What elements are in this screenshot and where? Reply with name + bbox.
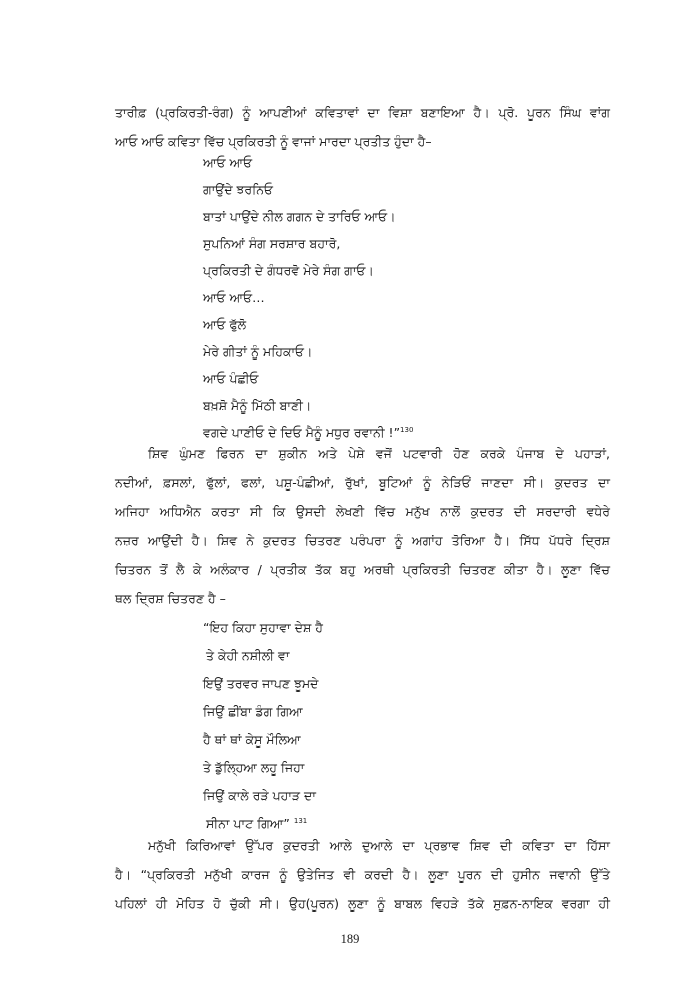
poem-line-with-footnote xyxy=(206,816,307,832)
poem-line: ਮੇਰੇ ਗੀਤਾਂ ਨੂੰ ਮਹਿਕਾਓ। xyxy=(203,344,313,359)
poem-line: ਗਾਉਂਦੇ ਝਰਨਿਓ xyxy=(203,182,273,197)
paragraph-line: ਤਾਰੀਫ਼ (ਪ੍ਰਕਿਰਤੀ-ਰੰਗ) ਨੂੰ ਆਪਣੀਆਂ ਕਵਿਤਾਵਾਂ ਦਾ ਵਿਸ਼ਾ ਬਣਾਇਆ ਹੈ। ਪ੍ਰੋ. ਪੂਰਨ ਸਿੰਘ ਵਾਂਗ xyxy=(115,105,610,120)
poem-line: ਜਿਉਂ ਕਾਲੇ ਰੜੇ ਪਹਾੜ ਦਾ xyxy=(203,788,316,803)
poem-line-text: ਵਗਦੇ ਪਾਣੀਓ ਦੇ ਦਿਓ ਮੈਨੂੰ ਮਧੁਰ ਰਵਾਨੀ !” xyxy=(203,425,401,440)
paragraph-line: ਪਹਿਲਾਂ ਹੀ ਮੋਹਿਤ ਹੋ ਚੁੱਕੀ ਸੀ। ਉਹ(ਪੂਰਨ) ਲੂਣਾ ਨੂੰ ਬਾਬਲ ਵਿਹੜੇ ਤੱਕੇ ਸੁਫ਼ਨ-ਨਾਇਕ ਵਰਗਾ ਹੀ xyxy=(115,896,610,911)
poem-line: ਬਖ਼ਸ਼ੋ ਮੈਨੂੰ ਮਿੱਠੀ ਬਾਣੀ। xyxy=(203,398,312,413)
paragraph-line: ਨਜ਼ਰ ਆਉਂਦੀ ਹੈ। ਸ਼ਿਵ ਨੇ ਕੁਦਰਤ ਚਿਤਰਣ ਪਰੰਪਰਾ ਨੂੰ ਅਗਾਂਹ ਤੋਰਿਆ ਹੈ। ਸਿੱਧ ਪੱਧਰੇ ਦ੍ਰਿਸ਼ xyxy=(115,533,610,548)
poem-line: ਸੁਪਨਿਆਂ ਸੰਗ ਸਰਸ਼ਾਰ ਬਹਾਰੋ, xyxy=(203,236,341,251)
poem-line: ਤੇ ਡੁੱਲ੍ਹਿਆ ਲਹੂ ਜਿਹਾ xyxy=(203,760,305,775)
poem-line: “ਇਹ ਕਿਹਾ ਸੁਹਾਵਾ ਦੇਸ਼ ਹੈ xyxy=(203,620,323,635)
paragraph-line: ਸ਼ਿਵ ਘੁੰਮਣ ਫਿਰਨ ਦਾ ਸ਼ੁਕੀਨ ਅਤੇ ਪੇਸ਼ੇ ਵਜੋਂ ਪਟਵਾਰੀ ਹੋਣ ਕਰਕੇ ਪੰਜਾਬ ਦੇ ਪਹਾੜਾਂ, xyxy=(148,446,610,461)
poem-line: ਬਾਤਾਂ ਪਾਉਂਦੇ ਨੀਲ ਗਗਨ ਦੇ ਤਾਰਿਓ ਆਓ। xyxy=(203,209,396,224)
poem-line-text: ਸੀਨਾ ਪਾਟ ਗਿਆ” xyxy=(206,816,290,831)
poem-line: ਇਉਂ ਤਰਵਰ ਜਾਪਣ ਝੂਮਦੇ xyxy=(203,676,319,691)
poem-line-with-footnote xyxy=(203,425,413,441)
paragraph-line: ਥਲ ਦ੍ਰਿਸ਼ ਚਿਤਰਣ ਹੈ – xyxy=(115,591,226,606)
paragraph-line: ਆਓ ਆਓ ਕਵਿਤਾ ਵਿੱਚ ਪ੍ਰਕਿਰਤੀ ਨੂੰ ਵਾਜਾਂ ਮਾਰਦਾ ਪ੍ਰਤੀਤ ਹੁੰਦਾ ਹੈ– xyxy=(115,134,432,149)
poem-line: ਆਓ ਆਓ… xyxy=(203,290,265,305)
poem-line: ਆਓ ਫੁੱਲੋ xyxy=(203,317,247,332)
paragraph-line: ਅਜਿਹਾ ਅਧਿਐਨ ਕਰਤਾ ਸੀ ਕਿ ਉਸਦੀ ਲੇਖਣੀ ਵਿੱਚ ਮਨੁੱਖ ਨਾਲੋਂ ਕੁਦਰਤ ਦੀ ਸਰਦਾਰੀ ਵਧੇਰੇ xyxy=(115,504,610,519)
poem-line: ਤੇ ਕੇਹੀ ਨਸ਼ੀਲੀ ਵਾ xyxy=(206,648,290,663)
paragraph-line: ਮਨੁੱਖੀ ਕਿਰਿਆਵਾਂ ਉੱਪਰ ਕੁਦਰਤੀ ਆਲੇ ਦੁਆਲੇ ਦਾ ਪ੍ਰਭਾਵ ਸ਼ਿਵ ਦੀ ਕਵਿਤਾ ਦਾ ਹਿੱਸਾ xyxy=(148,838,610,853)
paragraph-line: ਚਿਤਰਨ ਤੋਂ ਲੈ ਕੇ ਅਲੰਕਾਰ / ਪ੍ਰਤੀਕ ਤੱਕ ਬਹੁ ਅਰਥੀ ਪ੍ਰਕਿਰਤੀ ਚਿਤਰਣ ਕੀਤਾ ਹੈ। ਲੂਣਾ ਵਿੱਚ xyxy=(115,562,610,577)
poem-line: ਹੈ ਥਾਂ ਥਾਂ ਕੇਸੂ ਮੌਲਿਆ xyxy=(203,732,301,747)
poem-line: ਆਓ ਪੰਛੀਓ xyxy=(203,371,259,386)
poem-line: ਪ੍ਰਕਿਰਤੀ ਦੇ ਗੰਧਰਵੋ ਮੇਰੇ ਸੰਗ ਗਾਓ। xyxy=(203,263,374,278)
footnote-marker: 130 xyxy=(400,426,414,434)
page-number: 189 xyxy=(340,932,360,946)
paragraph-line: ਹੈ। “ਪ੍ਰਕਿਰਤੀ ਮਨੁੱਖੀ ਕਾਰਜ ਨੂੰ ਉਤੇਜਿਤ ਵੀ ਕਰਦੀ ਹੈ। ਲੂਣਾ ਪੂਰਨ ਦੀ ਹੁਸੀਨ ਜਵਾਨੀ ਉੱਤੇ xyxy=(115,867,610,882)
poem-line: ਜਿਉਂ ਛੀਂਬਾ ਡੰਗ ਗਿਆ xyxy=(203,704,303,719)
paragraph-line: ਨਦੀਆਂ, ਫ਼ਸਲਾਂ, ਫੁੱਲਾਂ, ਫਲਾਂ, ਪਸ਼ੂ-ਪੰਛੀਆਂ, ਰੁੱਖਾਂ, ਬੂਟਿਆਂ ਨੂੰ ਨੇੜਿਓਂ ਜਾਣਦਾ ਸੀ। ਕੁਦਰਤ ਦਾ xyxy=(115,475,610,490)
poem-line: ਆਓ ਆਓ xyxy=(203,155,253,170)
footnote-marker: 131 xyxy=(293,817,308,825)
